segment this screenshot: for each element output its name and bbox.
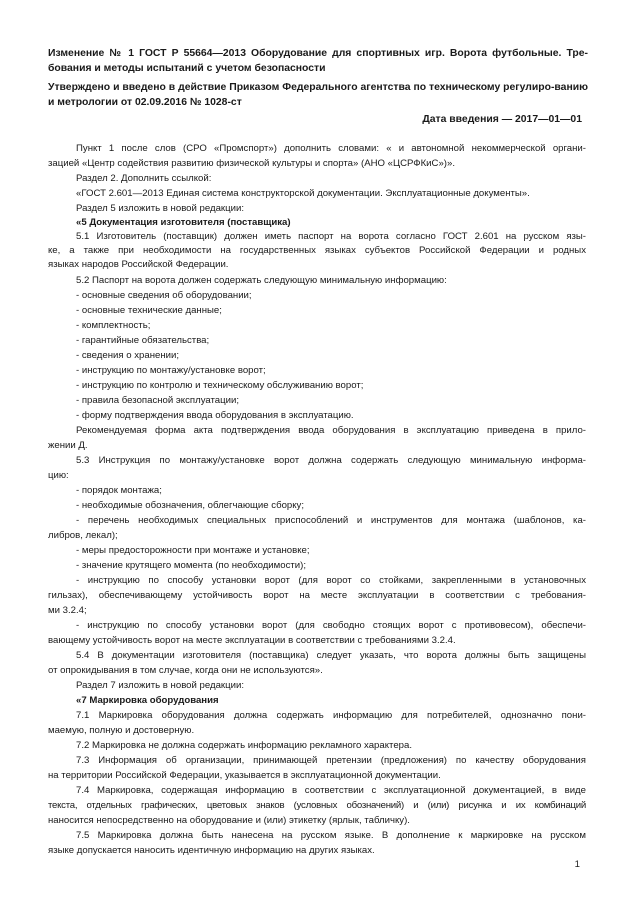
text-line: Пункт 1 после слов (СРО «Промспорт») дополнить словами: « и автономной некоммерческой органи- <box>76 143 586 154</box>
text-line: языках народов Российской Федерации. <box>48 259 229 270</box>
document-title: Изменение № 1 ГОСТ Р 55664—2013 Оборудование для спортивных игр. Ворота футбольные. Тре-бования и методы испытаний с учетом безопасности <box>48 48 588 74</box>
list-item: - перечень необходимых специальных приспособлений и инструментов для монтажа (шаблонов, ка- <box>76 515 586 526</box>
list-item: - необходимые обозначения, облегчающие сборку; <box>76 500 305 511</box>
text-line: Раздел 2. Дополнить ссылкой: <box>76 173 212 184</box>
list-item: - инструкцию по монтажу/установке ворот; <box>76 365 266 376</box>
list-item: - значение крутящего момента (по необходимости); <box>76 560 306 571</box>
list-item: - инструкцию по способу установки ворот (для свободно стоящих ворот с противовесом), обеспечи- <box>76 620 586 631</box>
text-line: Раздел 5 изложить в новой редакции: <box>76 203 245 214</box>
text-line: 7.1 Маркировка оборудования должна содержать информацию для потребителей, однозначно пони- <box>76 710 586 721</box>
text-line: 7.2 Маркировка не должна содержать информацию рекламного характера. <box>76 740 412 751</box>
text-line: 7.3 Информация об организации, принимающей претензии (предложения) по качеству оборудования <box>76 755 586 766</box>
text-line: от опрокидывания в том случае, когда они не используются». <box>48 665 323 676</box>
text-line: наносится непосредственно на оборудование и (или) этикетку (ярлык, табличку). <box>48 815 410 826</box>
text-line: 7.4 Маркировка, содержащая информацию в соответствии с эксплуатационной документацией, в виде <box>76 785 586 796</box>
list-item: - основные сведения об оборудовании; <box>76 290 252 301</box>
text-line: 5.1 Изготовитель (поставщик) должен иметь паспорт на ворота согласно ГОСТ 2.601 на русском язы- <box>76 231 586 242</box>
text-line: 5.4 В документации изготовителя (поставщика) следует указать, что ворота должны быть защищены <box>76 650 586 661</box>
text-line: зацией «Центр содействия развитию физической культуры и спорта» (АНО «ЦСРФКиС»)». <box>48 158 456 169</box>
text-line: Рекомендуемая форма акта подтверждения ввода оборудования в эксплуатацию приведена в прило- <box>76 425 586 436</box>
text-line: цию: <box>48 470 69 481</box>
text-line: гильзах), обеспечивающему устойчивость ворот на месте эксплуатации в соответствии с требования- <box>48 590 586 601</box>
list-item: - правила безопасной эксплуатации; <box>76 395 240 406</box>
list-item: - инструкцию по способу установки ворот (для ворот со стойками, закрепленными в установочных <box>76 575 586 586</box>
list-item: - меры предосторожности при монтаже и установке; <box>76 545 310 556</box>
text-line: 5.2 Паспорт на ворота должен содержать следующую минимальную информацию: <box>76 275 447 286</box>
section-heading: «7 Маркировка оборудования <box>76 695 219 706</box>
text-line: 5.3 Инструкция по монтажу/установке ворот должна содержать следующую минимальную информа- <box>76 455 586 466</box>
text-line: текста, отдельных графических, цветовых знаков (условных обозначений) и (или) рисунка и их комбинаций <box>48 800 586 811</box>
text-line: на территории Российской Федерации, указывается в эксплуатационной документации. <box>48 770 441 781</box>
text-line: маемую, полную и достоверную. <box>48 725 195 736</box>
text-line: языке допускается наносить идентичную информацию на других языках. <box>48 845 375 856</box>
text-line: ке, а также при необходимости на государственных языках субъектов Российской Федерации и родных <box>48 245 586 256</box>
introduction-date: Дата введения — 2017—01—01 <box>422 114 582 125</box>
list-item: - сведения о хранении; <box>76 350 180 361</box>
list-item: - порядок монтажа; <box>76 485 162 496</box>
list-item: - комплектность; <box>76 320 151 331</box>
text-line: 7.5 Маркировка должна быть нанесена на русском языке. В дополнение к маркировке на русском <box>76 830 586 841</box>
text-line: либров, лекал); <box>48 530 118 541</box>
section-heading: «5 Документация изготовителя (поставщика) <box>76 217 291 228</box>
list-item: - форму подтверждения ввода оборудования в эксплуатацию. <box>76 410 354 421</box>
page-number: 1 <box>574 859 580 870</box>
list-item: - инструкцию по контролю и техническому обслуживанию ворот; <box>76 380 364 391</box>
approval-statement: Утверждено и введено в действие Приказом Федерального агентства по техническому регулиро-ванию и метрологии от 02.09.2016 № 1028-ст <box>48 82 588 108</box>
text-line: жении Д. <box>48 440 88 451</box>
text-line: «ГОСТ 2.601—2013 Единая система конструкторской документации. Эксплуатационные документы». <box>76 188 530 199</box>
list-item: - гарантийные обязательства; <box>76 335 210 346</box>
text-line: ми 3.2.4; <box>48 605 87 616</box>
list-item: - основные технические данные; <box>76 305 222 316</box>
text-line: вающему устойчивость ворот на месте эксплуатации в соответствии с требованиями 3.2.4. <box>48 635 456 646</box>
text-line: Раздел 7 изложить в новой редакции: <box>76 680 245 691</box>
